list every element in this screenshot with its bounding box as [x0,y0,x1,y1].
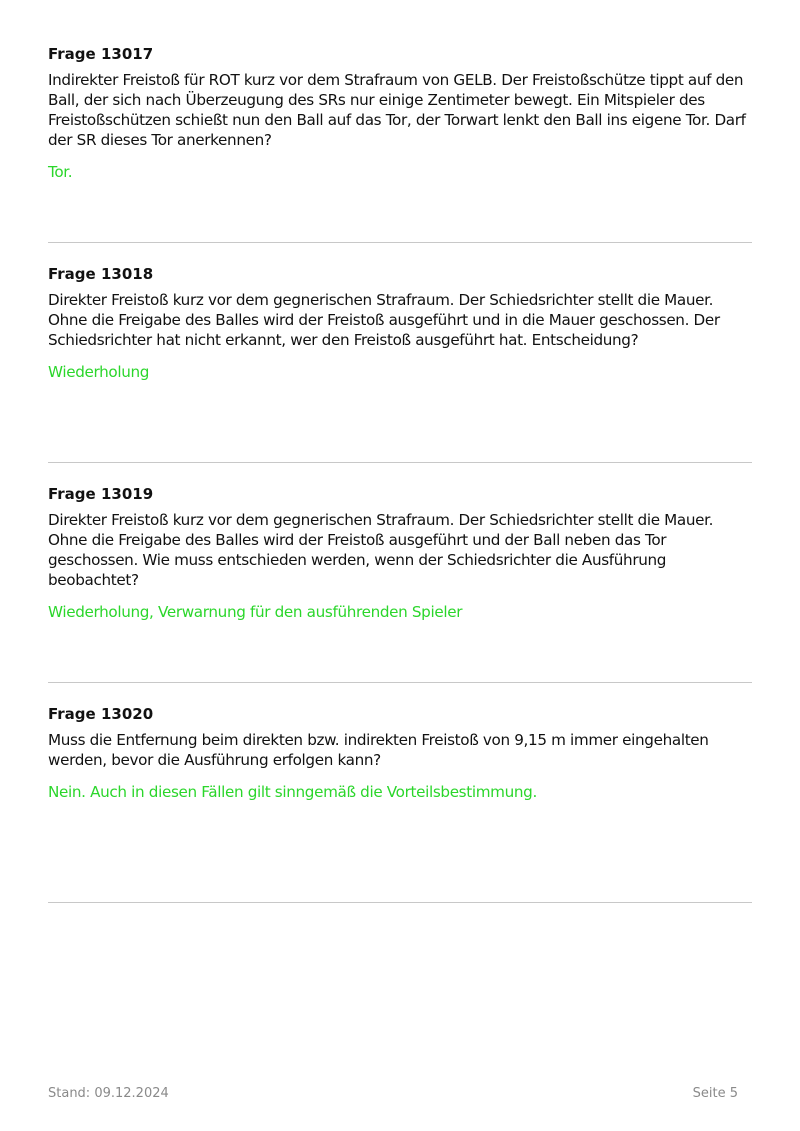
question-block [48,482,752,683]
question-title: Frage 13020 [48,705,154,723]
question-answer: Wiederholung [48,363,150,381]
question-answer: Wiederholung, Verwarnung für den ausführenden Spieler [48,603,463,621]
question-answer: Tor. [48,163,73,181]
footer-page-number: Seite 5 [692,1086,738,1101]
question-text: Muss die Entfernung beim direkten bzw. indirekten Freistoß von 9,15 m immer eingehalten werden, bevor die Ausführung erfolgen kann? [48,731,709,769]
question-block [48,42,752,243]
question-title: Frage 13017 [48,45,154,63]
question-text: Direkter Freistoß kurz vor dem gegnerischen Strafraum. Der Schiedsrichter stellt die Mauer. Ohne die Freigabe des Balles wird der Freistoß ausgeführt und in die Mauer geschossen. Der Schiedsrichter hat nicht erkannt, wer den Freistoß ausgeführt hat. Entscheidung? [48,291,720,349]
question-block [48,262,752,463]
question-title: Frage 13018 [48,265,154,283]
question-answer: Nein. Auch in diesen Fällen gilt sinngemäß die Vorteilsbestimmung. [48,783,537,801]
question-text: Direkter Freistoß kurz vor dem gegnerischen Strafraum. Der Schiedsrichter stellt die Mauer. Ohne die Freigabe des Balles wird der Freistoß ausgeführt und der Ball neben das Tor geschossen. Wie muss entschieden werden, wenn der Schiedsrichter die Ausführung beobachtet? [48,511,714,589]
question-title: Frage 13019 [48,485,154,503]
question-block [48,702,752,903]
footer-date: Stand: 09.12.2024 [48,1086,169,1101]
question-text: Indirekter Freistoß für ROT kurz vor dem Strafraum von GELB. Der Freistoßschütze tippt auf den Ball, der sich nach Überzeugung des SRs nur einige Zentimeter bewegt. Ein Mitspieler des Freistoßschützen schießt nun den Ball auf das Tor, der Torwart lenkt den Ball ins eigene Tor. Darf der SR dieses Tor anerkennen? [48,71,746,149]
question-list [48,42,752,922]
